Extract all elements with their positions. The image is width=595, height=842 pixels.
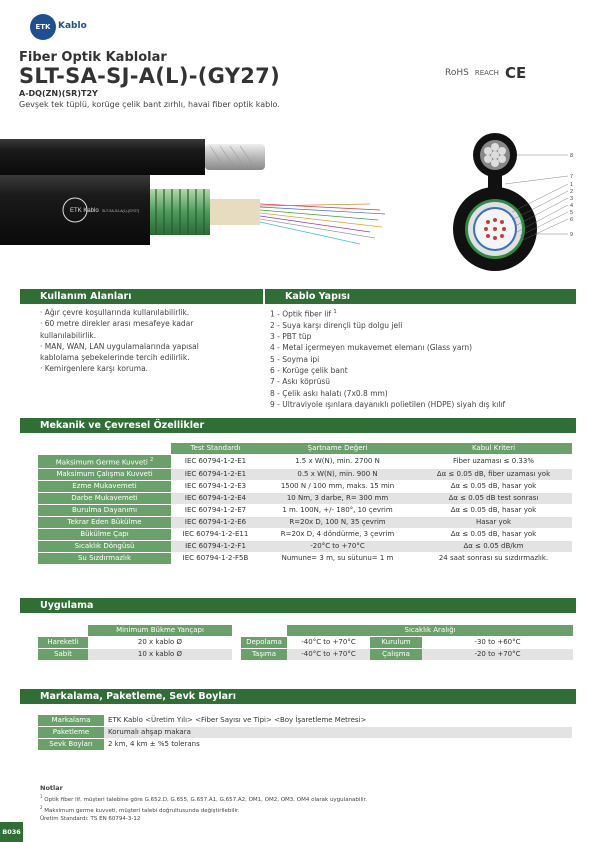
diagram-num-3: 3 (570, 196, 574, 202)
structure-item: 1 - Optik fiber lif $^1$ (270, 309, 337, 319)
usage-item: · Ağır çevre koşullarında kullanılabilirlik. (40, 308, 190, 317)
table-row: Sabit 10 x kablo Ø (38, 649, 232, 660)
product-description: Gevşek tek tüplü, korüge çelik bant zırhlı, havai fiber optik kablo. (19, 100, 280, 109)
reach-badge: REACH (474, 69, 499, 77)
table-header-row (38, 443, 572, 454)
usage-item: · 60 metre direkler arası mesafeye kadar (40, 319, 194, 329)
row-label: Maksimum Germe Kuvveti $^2$ (38, 455, 171, 468)
structure-section-header: Kablo Yapısı (265, 289, 576, 304)
structure-item: 7 - Askı köprüsü (270, 377, 331, 387)
bend-header: Minimum Bükme Yançapı (88, 625, 232, 636)
diagram-num-7: 7 (570, 174, 574, 180)
series-title: Fiber Optik Kablolar (19, 50, 167, 65)
col-header: Şartname Değeri (260, 443, 415, 454)
structure-item: 2 - Suya karşı dirençli tüp dolgu jeli (270, 320, 403, 330)
rohs-badge: RoHS (445, 68, 469, 78)
table-row: Depolama -40°C to +70°C Kurulum -30 to +60°C (241, 637, 573, 648)
note-line: $^1$ Optik fiber lif, müşteri talebine göre G.652.D, G.655, G.657.A1, G.657.A2, OM1, OM2, OM3, OM4 olarak uygulanabilir. (40, 794, 368, 803)
table-row: Tekrar Eden Bükülme IEC 60794-1-2-E6 R=20x D, 100 N, 35 çevrim Hasar yok (38, 517, 572, 528)
diagram-num-4: 4 (570, 203, 574, 209)
table-row: Hareketli 20 x kablo Ø (38, 637, 232, 648)
diagram-num-1: 1 (570, 182, 574, 188)
usage-item: kablolama şebekelerinde tercih edilirlik. (40, 353, 190, 363)
logo-mark: ETK (30, 14, 56, 40)
product-title: SLT-SA-SJ-A(L)-(GY27) (19, 64, 280, 88)
structure-item: 3 - PBT tüp (270, 332, 312, 342)
table-row: Sevk Boyları 2 km, 4 km ± %5 tolerans (38, 739, 572, 750)
certifications (445, 64, 526, 82)
diagram-num-8: 8 (570, 153, 574, 159)
marking-table (38, 714, 572, 751)
temperature-table (241, 624, 573, 661)
diagram-num-5: 5 (570, 210, 574, 216)
logo-text: Kablo (58, 21, 87, 31)
table-row: Sıcaklık Döngüsü IEC 60794-1-2-F1 -20°C to +70°C Δα ≤ 0.05 dB/km (38, 541, 572, 552)
usage-list (40, 307, 199, 375)
structure-item: 9 - Ultraviyole ışınlara dayanıklı polietilen (HDPE) siyah dış kılıf (270, 399, 506, 409)
mechanical-table (38, 442, 572, 565)
cable-print: ETK Kablo (70, 208, 99, 214)
glass-yarn (210, 199, 260, 225)
structure-item: 5 - Soyma ipi (270, 354, 320, 364)
cable-print-small: SLT-SA-SJ-A(L)-(GY27) (102, 209, 140, 213)
mechanical-section-header: Mekanik ve Çevresel Özellikler (20, 418, 576, 433)
notes-title: Notlar (40, 784, 63, 792)
usage-item: · Kemirgenlere karşı koruma. (40, 364, 149, 374)
diagram-num-9: 9 (570, 232, 574, 238)
diagram-num-2: 2 (570, 189, 574, 195)
structure-item: 4 - Metal içermeyen mukavemet elemanı (Glass yarn) (270, 343, 473, 353)
etk-logo (30, 14, 94, 40)
col-header: Kabul Kriteri (415, 443, 572, 454)
table-row: Ezme Mukavemeti IEC 60794-1-2-E3 1500 N / 100 mm, maks. 15 min Δα ≤ 0.05 dB, hasar yok (38, 481, 572, 492)
col-header: Test Standardı (171, 443, 260, 454)
table-row: Taşıma -40°C to +70°C Çalışma -20 to +70°C (241, 649, 573, 660)
cable-photo (0, 112, 595, 288)
messenger-jacket (0, 139, 205, 175)
marking-section-header: Markalama, Paketleme, Sevk Boyları (20, 689, 576, 704)
structure-item: 8 - Çelik askı halatı (7x0.8 mm) (270, 388, 388, 398)
usage-section-header: Kullanım Alanları (20, 289, 263, 304)
table-row: Maksimum Çalışma Kuvveti IEC 60794-1-2-E1 0.5 x W(N), min. 900 N Δα ≤ 0.05 dB, fiber uzaması yok (38, 469, 572, 480)
steel-wire (205, 144, 265, 170)
note-line: $^2$ Maksimum germe kuvveti, müşteri talebi doğrultusunda değiştirilebilir. (40, 804, 240, 814)
table-row: Maksimum Germe Kuvveti $^2$ IEC 60794-1-2-E1 1.5 x W(N), min. 2700 N Fiber uzaması ≤ 0.33% (38, 455, 572, 468)
application-section-header: Uygulama (20, 598, 576, 613)
usage-item: · MAN, WAN, LAN uygulamalarında yapısal (40, 341, 199, 351)
structure-list (270, 307, 505, 410)
ce-mark: CE (504, 64, 527, 82)
notes (40, 784, 367, 823)
table-row: Markalama ETK Kablo <Üretim Yılı> <Fiber Sayısı ve Tipi> <Boy İşaretleme Metresi> (38, 715, 572, 726)
bend-radius-table (38, 624, 232, 661)
product-code: A-DQ(ZN)(SR)T2Y (19, 89, 98, 98)
table-row: Burulma Dayanımı IEC 60794-1-2-E7 1 m. 100N, +/- 180°, 10 çevrim Δα ≤ 0.05 dB, hasar yok (38, 505, 572, 516)
table-row: Darbe Mukavemeti IEC 60794-1-2-E4 10 Nm, 3 darbe, R= 300 mm Δα ≤ 0.05 dB test sonrası (38, 493, 572, 504)
page-number: B036 (0, 822, 23, 842)
diagram-num-6: 6 (570, 217, 574, 223)
temp-header: Sıcaklık Aralığı (287, 625, 573, 636)
usage-item: kullanılabilirlik. (40, 330, 97, 340)
table-row: Bükülme Çapı IEC 60794-1-2-E11 R=20x D, 4 döndürme, 3 çevrim Δα ≤ 0.05 dB, hasar yok (38, 529, 572, 540)
structure-item: 6 - Korüge çelik bant (270, 365, 348, 375)
table-row: Paketleme Korumalı ahşap makara (38, 727, 572, 738)
note-line: Üretim Standardı: TS EN 60794-3-12 (40, 815, 141, 822)
table-row: Su Sızdırmazlık IEC 60794-1-2-F5B Numune= 3 m, su sütunu= 1 m 24 saat sonrası su sızdırmazlık. (38, 553, 572, 564)
